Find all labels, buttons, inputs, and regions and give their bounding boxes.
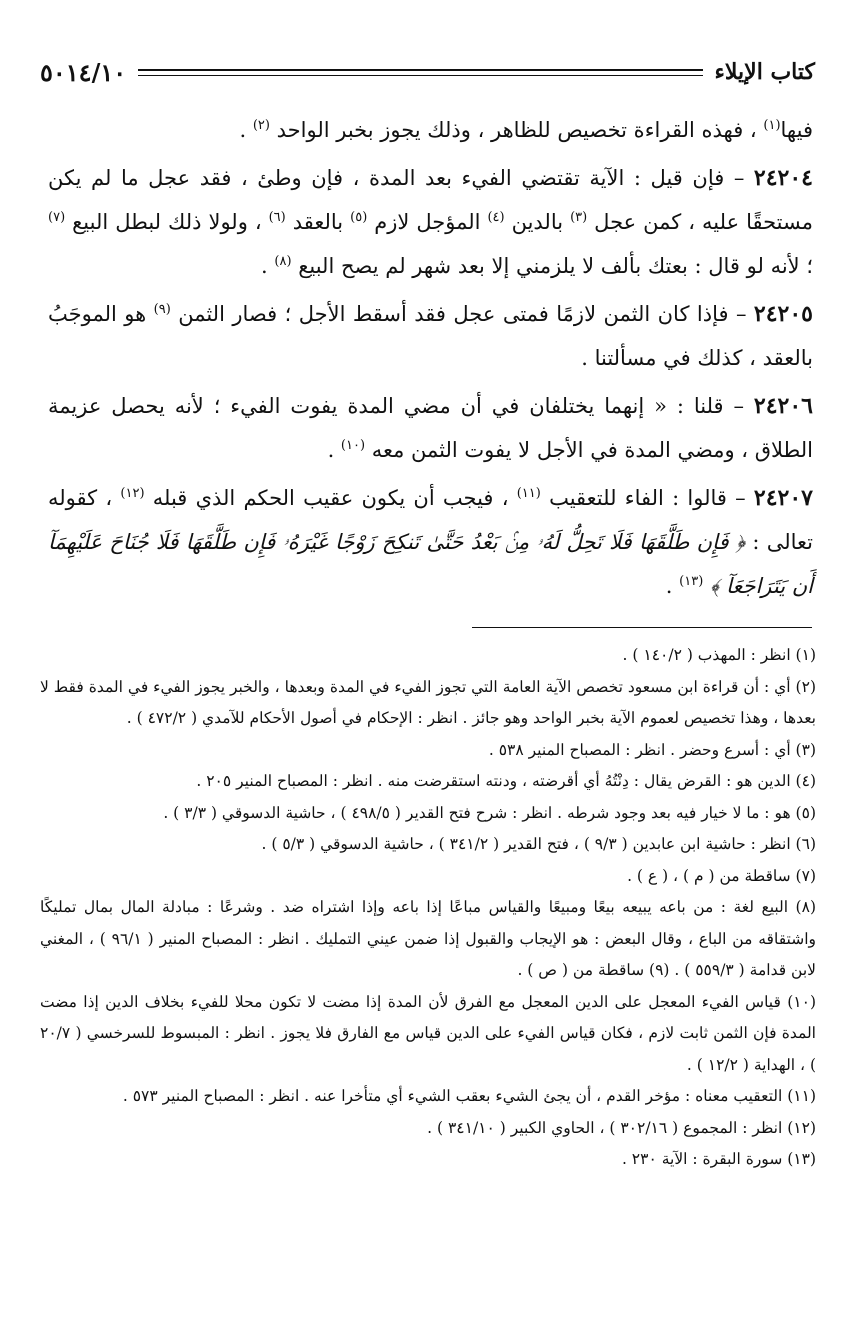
paragraph-text: .	[327, 438, 341, 462]
footnote-ref: (٤)	[487, 210, 505, 225]
paragraph-number: ٢٤٢٠٤	[753, 165, 813, 191]
running-header	[40, 52, 815, 92]
paragraph-text: بالعقد	[285, 210, 351, 234]
paragraph-number: ٢٤٢٠٥	[753, 301, 813, 327]
footnote: (٨) البيع لغة : من باعه يبيعه بيعًا ومبيعًا والقياس مباعًا إذا باعه وإذا اشتراه ضد . وشرعًا : مبادلة المال بمال تمليكًا واشتقاقه من الباع ، وقال البعض : هو الإيجاب والقبول إذا ضمن عيني التمليك . انظر : المصباح المنير ( ٩٦/١ ) ، المغني لابن قدامة ( ٥٥٩/٣ ) . (٩) ساقطة من ( ص ) .	[40, 898, 816, 979]
footnote-ref: (٦)	[268, 210, 286, 225]
paragraph	[48, 384, 813, 472]
paragraph-text: .	[261, 254, 275, 278]
paragraph-text: ، فيجب أن يكون عقيب الحكم الذي قبله	[144, 486, 517, 510]
footnote: (١٢) انظر : المجموع ( ٣٠٢/١٦ ) ، الحاوي الكبير ( ٣٤١/١٠ ) .	[427, 1118, 816, 1137]
footnote-ref: (١٠)	[340, 438, 366, 453]
paragraph-text: .	[239, 118, 253, 142]
paragraph-text	[703, 574, 710, 598]
footnote-ref: (٧)	[48, 210, 66, 225]
footnote: (١١) التعقيب معناه : مؤخر القدم ، أن يجئ الشيء بعقب الشيء أي متأخرا عنه . انظر : المصباح المنير ٥٧٣ .	[122, 1087, 816, 1105]
footnote-ref: (٥)	[350, 210, 368, 225]
paragraph-text: – قالوا : الفاء للتعقيب	[540, 486, 754, 510]
footnotes	[40, 640, 816, 1176]
page-number: ٥٠١٤/١٠	[40, 57, 127, 87]
footnote: (٦) انظر : حاشية ابن عابدين ( ٩/٣ ) ، فتح القدير ( ٣٤١/٢ ) ، حاشية الدسوقي ( ٥/٣ ) .	[261, 835, 816, 853]
footnote-ref: (٣)	[570, 210, 588, 225]
footnote-ref: (١)	[763, 118, 781, 133]
footnote: (٢) أي : أن قراءة ابن مسعود تخصص الآية العامة التي تجوز الفيء في المدة وبعدها ، والخبر يجوز الفيء في المدة فقط لا بعدها ، وهذا تخصيص لعموم الآية بخبر الواحد وهو جائز . انظر : الإحكام في أصول الأحكام للآمدي ( ٤٧٢/٢ ) .	[40, 677, 816, 727]
footnote: (٧) ساقطة من ( م ) ، ( ع ) .	[627, 866, 816, 885]
paragraph-text: – قلنا : « إنهما يختلفان في أن مضي المدة يفوت الفيء ؛ لأنه يحصل عزيمة الطلاق ، ومضي المدة في الأجل لا يفوت الثمن معه	[48, 394, 813, 462]
footnote: (١) انظر : المهذب ( ١٤٠/٢ ) .	[622, 646, 816, 664]
footnote-ref: (١١)	[516, 486, 541, 501]
paragraph-number: ٢٤٢٠٦	[753, 393, 813, 419]
paragraph-text: – فإذا كان الثمن لازمًا فمتى عجل فقد أسقط الأجل ؛ فصار الثمن	[170, 302, 754, 326]
footnote-ref: (٩)	[153, 302, 171, 317]
footnote-divider	[472, 627, 812, 628]
footnote: (١٠) قياس الفيء المعجل على الدين المعجل مع الفرق لأن المدة إذا مضت لا تكون محلا للفيء بخلاف الدين إذا مضت المدة فإن الثمن ثابت لازم ، فكان قياس الفيء على الدين قياس مع الفارق فلا يجوز . انظر : المبسوط للسرخسي ( ٢٠/٧ ) ، الهداية ( ١٢/٢ ) .	[40, 992, 816, 1074]
main-text	[48, 108, 813, 612]
paragraph-text: ، فهذه القراءة تخصيص للظاهر ، وذلك يجوز بخبر الواحد	[269, 118, 764, 142]
footnote-ref: (٢)	[252, 118, 270, 133]
footnote-ref: (١٣)	[679, 574, 704, 589]
paragraph-text: ، ولولا ذلك لبطل البيع	[65, 210, 269, 234]
paragraph-text: فيها	[780, 118, 813, 142]
paragraph-text: المؤجل لازم	[367, 210, 488, 234]
paragraph	[48, 108, 813, 152]
paragraph-text: – فإن قيل : الآية تقتضي الفيء بعد المدة ، فإن وطئ ، فقد عجل ما لم يكن مستحقًا عليه ، كمن عجل	[48, 166, 813, 234]
footnote: (٥) هو : ما لا خيار فيه بعد وجود شرطه . انظر : شرح فتح القدير ( ٤٩٨/٥ ) ، حاشية الدسوقي ( ٣/٣ ) .	[163, 803, 816, 822]
paragraph-text: هو الموجَبُ بالعقد ، كذلك في مسألتنا .	[48, 302, 813, 370]
paragraph-text: ؛ لأنه لو قال : بعتك بألف لا يلزمني إلا بعد شهر لم يصح البيع	[291, 254, 813, 278]
footnote-ref: (١٢)	[120, 486, 145, 501]
paragraph	[48, 476, 813, 608]
paragraph-text: بالدين	[504, 210, 571, 234]
quran-quote: ﴿ فَإِن طَلَّقَهَا فَلَا تَحِلُّ لَهُۥ مِنۢ بَعْدُ حَتَّىٰ تَنكِحَ زَوْجًا غَيْرَهُۥ فَإِن طَلَّقَهَا فَلَا جُنَاحَ عَلَيْهِمَآ أَن يَتَرَاجَعَآ ﴾	[48, 530, 813, 598]
paragraph-text: ، كقوله تعالى :	[48, 486, 814, 554]
paragraph	[48, 292, 813, 380]
book-title: كتاب الإيلاء	[714, 59, 815, 85]
footnote: (١٣) سورة البقرة : الآية ٢٣٠ .	[621, 1150, 816, 1168]
paragraph	[48, 156, 813, 288]
paragraph-text: .	[665, 574, 680, 598]
footnote-ref: (٨)	[274, 254, 292, 269]
header-rule	[138, 69, 702, 76]
footnote: (٤) الدين هو : القرض يقال : دِنْتُهُ أي أقرضته ، ودنته استقرضت منه . انظر : المصباح المنير ٢٠٥ .	[196, 772, 816, 790]
footnote: (٣) أي : أسرع وحضر . انظر : المصباح المنير ٥٣٨ .	[488, 740, 816, 759]
paragraph-number: ٢٤٢٠٧	[753, 485, 813, 511]
